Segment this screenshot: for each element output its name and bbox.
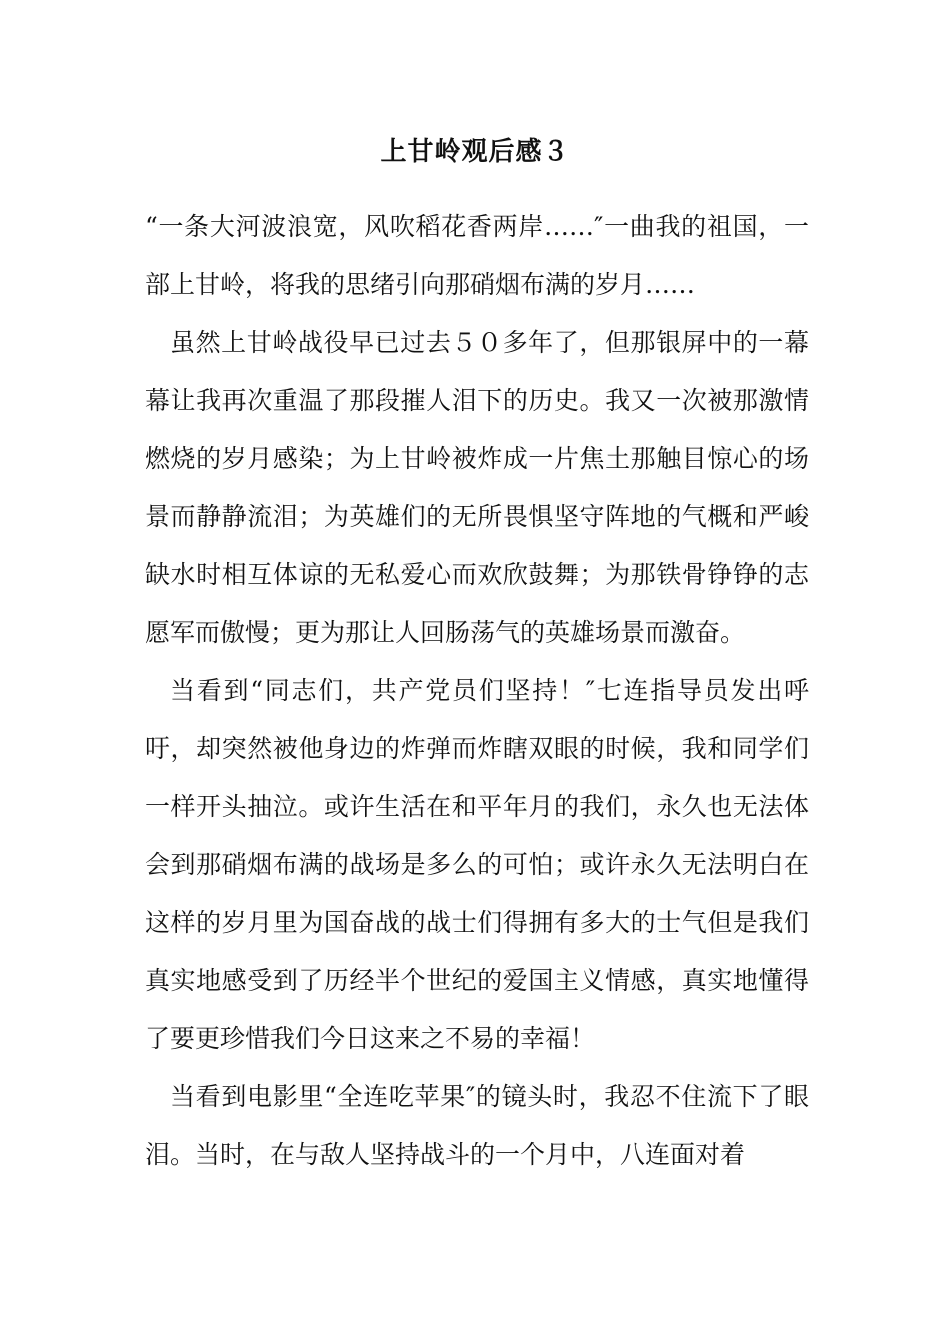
document-body (145, 198, 809, 1184)
paragraph-3: 当看到“同志们，共产党员们坚持！″七连指导员发出呼吁，却突然被他身边的炸弹而炸瞎双眼的时候，我和同学们一样开头抽泣。或许生活在和平年月的我们，永久也无法体会到那硝烟布满的战场是多么的可怕；或许永久无法明白在这样的岁月里为国奋战的战士们得拥有多大的士气但是我们真实地感受到了历经半个世纪的爱国主义情感，真实地懂得了要更珍惜我们今日这来之不易的幸福！ (145, 676, 809, 1053)
paragraph-4: 当看到电影里“全连吃苹果″的镜头时，我忍不住流下了眼泪。当时，在与敌人坚持战斗的一个月中，八连面对着 (145, 1082, 809, 1169)
paragraph-2: 虽然上甘岭战役早已过去５０多年了，但那银屏中的一幕幕让我再次重温了那段摧人泪下的历史。我又一次被那激情燃烧的岁月感染；为上甘岭被炸成一片焦土那触目惊心的场景而静静流泪；为英雄们的无所畏惧坚守阵地的气概和严峻缺水时相互体谅的无私爱心而欢欣鼓舞；为那铁骨铮铮的志愿军而傲慢；更为那让人回肠荡气的英雄场景而激奋。 (145, 328, 809, 647)
paragraph-1: “一条大河波浪宽，风吹稻花香两岸……″一曲我的祖国，一部上甘岭，将我的思绪引向那硝烟布满的岁月…… (145, 212, 809, 299)
document-title: 上甘岭观后感３ (380, 137, 570, 167)
